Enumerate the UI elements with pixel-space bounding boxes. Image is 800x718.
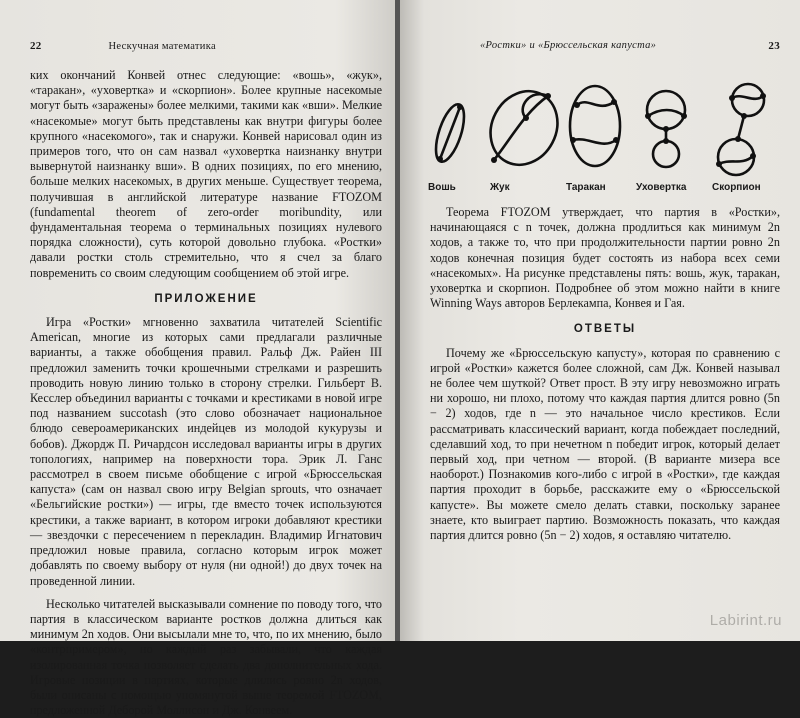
section-title-appendix: ПРИЛОЖЕНИЕ: [154, 292, 258, 305]
page-number: 22: [30, 40, 42, 52]
watermark-logo: Labirint.ru: [709, 612, 782, 629]
figure-label-earwig: Уховертка: [636, 182, 687, 193]
paragraph-appendix: Игра «Ростки» мгновенно захватила читателей Scientific American, многие из которых сами предлагали различные варианты, а также обобщения правил. Ральф Дж. Райен III предложил заменить точки крошечными стрелками и разрешить проводить новую линию только в сторону стрелки. Гильберт В. Кесслер объединил варианты с точками и крестиками в новой игре под названием succotash (это слово обозначает национальное блюдо североамериканских индейцев из молодой кукурузы и бобов). Джордж П. Ричардсон исследовал варианты игры в других топологиях, например на поверхности тора. Эрик Л. Ганс рассмотрел в своем письме обобщение с игрой «Брюссельская капуста» (сам он назвал свою игру Belgian sprouts, что означает «Бельгийские ростки») — игры, где вместо точек используются крестики, а также вариант, в котором игроки добавляют крестики — звездочки с пересечением n перекладин. Владимир Игнатович предложил новые правила, согласно которым игрок может добавлять по своему выбору от нуля (ни одной!) до двух точек на проведенной линии.: [30, 315, 382, 588]
figure-label-louse: Вошь: [428, 182, 456, 193]
beetle-figure: [478, 79, 570, 176]
scorpion-figure: [718, 84, 764, 175]
insects-figure: [430, 78, 785, 193]
paragraph-doubt: Несколько читателей высказывали сомнение по поводу того, что партия в классическом варианте ростков должна длиться как минимум 2n ходов. Они высылали мне то, что, по их мнению, было «контрпримером», но каждый раз забывали, что каждая изолированная точка позволяет сделать два дополнительных хода. Игровые позиции в партиях, которые длились ровно 2n ходов, были описаны с помощью упомянутой выше теоремой FTOZOM, предложенной Деборой Моллисон и Дж. Конвеем.: [30, 596, 382, 718]
left-page-body: [30, 68, 382, 718]
insects-drawing: [430, 78, 785, 183]
louse-figure: [430, 101, 469, 165]
cockroach-figure: [570, 86, 620, 166]
figure-label-beetle: Жук: [490, 182, 510, 193]
running-title: Нескучная математика: [108, 41, 216, 52]
paragraph-answers: Почему же «Брюссельскую капусту», которая по сравнению с игрой «Ростки» кажется более сложной, сам Дж. Конвей называл не более чем шуткой? Ответ прост. В эту игру невозможно играть ни хорошо, ни плохо, потому что каждая партия длится ровно (5n − 2) ходов, где n — это начальное число крестиков. Если рассматривать классический вариант, когда побеждает последний, сделавший ход, то при нечетном n победит игрок, который делает первый ход, при четном — второй. (В варианте мизера все наоборот.) Познакомив кого-либо с игрой в «Ростки», где каждая партия проходит в борьбе, расскажите ему о «Брюссельской капусте». Вы можете смело делать ставки, поскольку заранее знаете, кто выиграет партию. Возможность показать, что каждая партия длится ровно (5n − 2) ходов, я оставляю читателю.: [430, 345, 780, 543]
paragraph-theorem: Теорема FTOZOM утверждает, что партия в «Ростки», начинающаяся с n точек, должна продлиться как минимум 2n ходов, а также то, что при продолжительности партии ровно 2n ходов конечная позиция будет состоять из набора всех семи «насекомых». На рисунке представлены пять: вошь, жук, таракан, уховертка и скорпион. Подробнее об этом можно найти в книге Winning Ways авторов Берлекампа, Конвея и Гая.: [430, 205, 780, 311]
section-title-answers: ОТВЕТЫ: [573, 323, 637, 336]
figure-label-cockroach: Таракан: [566, 182, 606, 193]
left-page-header: [30, 40, 216, 52]
figure-label-scorpion: Скорпион: [712, 182, 761, 193]
page-number: 23: [768, 40, 780, 52]
right-page-body: [430, 205, 780, 543]
running-title: «Ростки» и «Брюссельская капуста»: [480, 40, 657, 51]
paragraph-top: ких окончаний Конвей отнес следующие: «вошь», «жук», «таракан», «уховертка» и «скорпион». Более крупные насекомые могут быть «заражены» более мелкими, такими как «вши». Мелкие «насекомые» могут быть представлены как внутри фигуры более крупного «насекомого», так и снаружи. Конвей нарисовал один из примеров того, что он сам назвал «уховертка наизнанку внутри вывернутой наизнанку вши». В одних позициях, по его мнению, больше мелких насекомых, в других меньше. Существует теорема, получившая в английской литературе название FTOZOM (fundamental theorem of zero-order moribundity, или фундаментальная теорема о терминальных позициях нулевого порядка сложности), суть которой довольно глубока. «Ростки» давали ростки столь стремительно, что я счел за благо повременить со своим следующим сообщением об этой игре.: [30, 68, 382, 280]
right-page-header: [480, 40, 780, 51]
left-page: [0, 0, 395, 718]
right-page: [400, 0, 800, 641]
